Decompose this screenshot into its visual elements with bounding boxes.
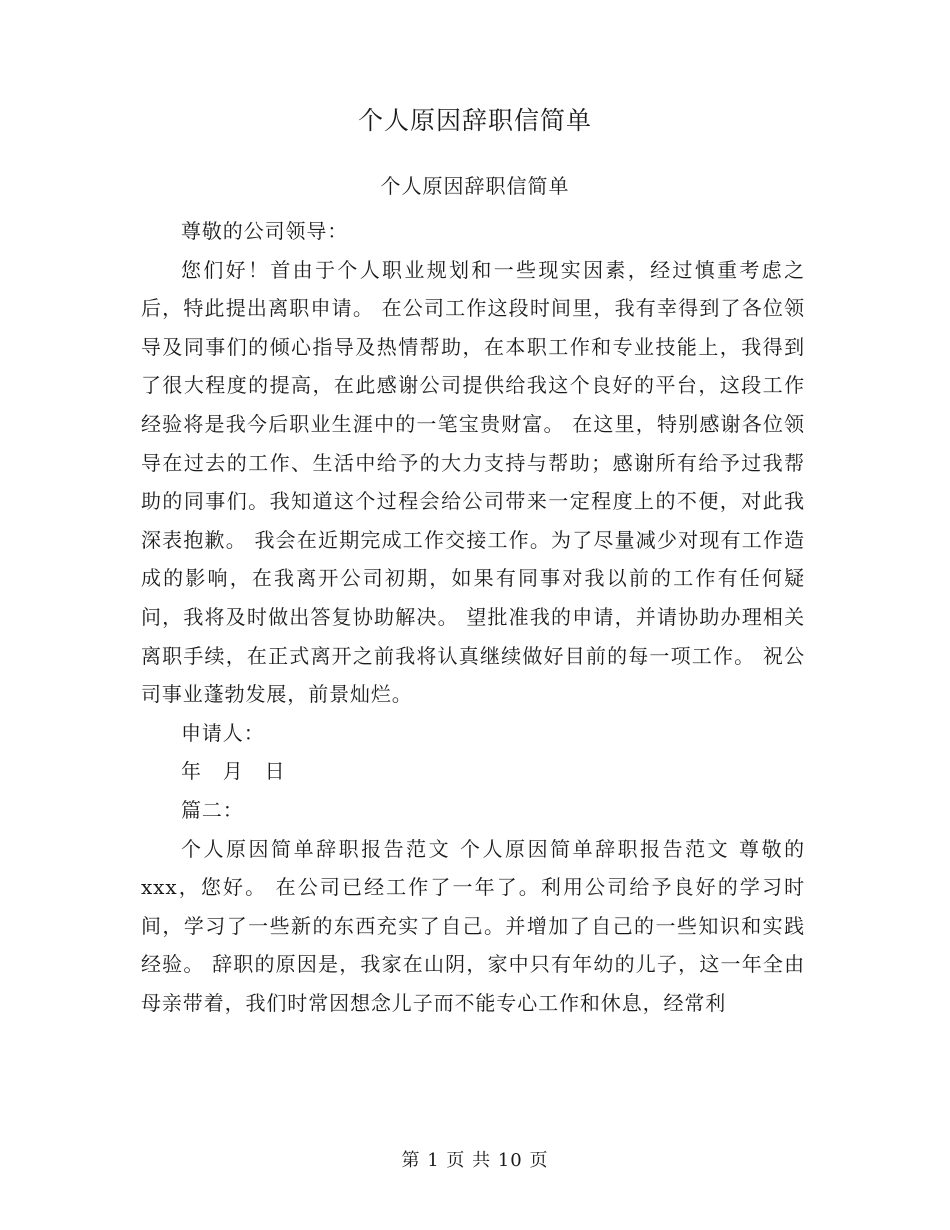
- document-title: 个人原因辞职信简单: [357, 106, 592, 135]
- page-number-text: 第 1 页 共 10 页: [401, 1150, 549, 1171]
- page-footer: [0, 1147, 950, 1175]
- letter-body-paragraph: 您们好！首由于个人职业规划和一些现实因素，经过慎重考虑之后，特此提出离职申请。 在公司工作这段时间里，我有幸得到了各位领导及同事们的倾心指导及热情帮助，在本职工作和专业技能上，我得到了很大程度的提高，在此感谢公司提供给我这个良好的平台，这段工作经验将是我今后职业生涯中的一笔宝贵财富。 在这里，特别感谢各位领导在过去的工作、生活中给予的大力支持与帮助；感谢所有给予过我帮助的同事们。我知道这个过程会给公司带来一定程度上的不便，对此我深表抱歉。 我会在近期完成工作交接工作。为了尽量减少对现有工作造成的影响，在我离开公司初期，如果有同事对我以前的工作有任何疑问，我将及时做出答复协助解决。 望批准我的申请，并请协助办理相关离职手续，在正式离开之前我将认真继续做好目前的每一项工作。 祝公司事业蓬勃发展，前景灿烂。: [141, 257, 805, 707]
- document-body: [141, 212, 805, 1022]
- applicant-line: 申请人：: [181, 720, 265, 745]
- salutation: 尊敬的公司领导：: [181, 219, 349, 243]
- date-line: 年 月 日: [181, 759, 286, 784]
- section-heading: 篇二：: [181, 797, 244, 822]
- document-subtitle: 个人原因辞职信简单: [380, 174, 570, 198]
- second-letter-paragraph: 个人原因简单辞职报告范文 个人原因简单辞职报告范文 尊敬的xxx，您好。 在公司已经工作了一年了。利用公司给予良好的学习时间，学习了一些新的东西充实了自己。并增加了自己的一些知识和实践经验。 辞职的原因是，我家在山阴，家中只有年幼的儿子，这一年全由母亲带着，我们时常因想念儿子而不能专心工作和休息，经常利: [141, 836, 805, 1015]
